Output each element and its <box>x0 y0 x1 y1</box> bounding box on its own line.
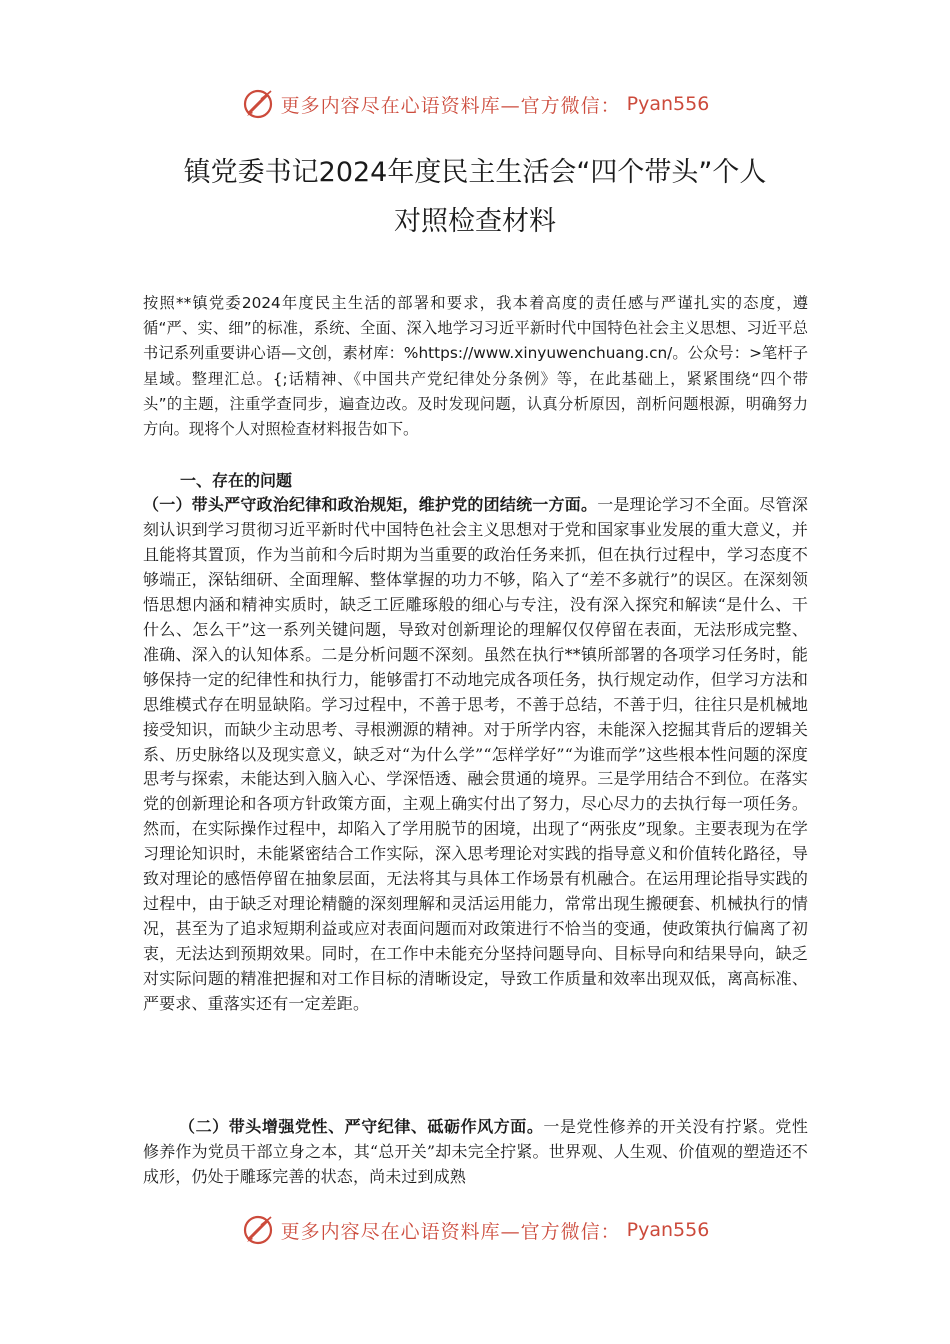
footer-banner <box>0 1210 950 1250</box>
header-banner <box>0 84 950 124</box>
body-paragraph-2 <box>143 1115 808 1189</box>
paragraph-1-lead: （一）带头严守政治纪律和政治规矩，维护党的团结统一方面。 <box>143 495 598 514</box>
banner-wechat-id: Pyan556 <box>626 1219 710 1241</box>
intro-paragraph: 按照**镇党委2024年度民主生活的部署和要求，我本着高度的责任感与严谨扎实的态度，遵循“严、实、细”的标准，系统、全面、深入地学习习近平新时代中国特色社会主义思想、习近平总书记系列重要讲心语—文创，素材库：%https://www.xinyuwenchuang.cn/。公众号：>笔杆子星域。整理汇总。{;话精神、《中国共产党纪律处分条例》等，在此基础上，紧紧围绕“四个带头”的主题，注重学查同步，遍查边改。及时发现问题，认真分析原因，剖析问题根源，明确努力方向。现将个人对照检查材料报告如下。 <box>143 294 808 439</box>
document-title <box>120 148 830 246</box>
title-line-1: 镇党委书记2024年度民主生活会“四个带头”个人 <box>183 157 767 188</box>
body-paragraph-1 <box>143 493 808 1017</box>
pen-logo-icon <box>241 87 275 121</box>
paragraph-1-body: 一是理论学习不全面。尽管深刻认识到学习贯彻习近平新时代中国特色社会主义思想对于党和国家事业发展的重大意义，并且能将其置顶，作为当前和今后时期为当重要的政治任务来抓，但在执行过程中，学习态度不够端正，深钻细研、全面理解、整体掌握的功力不够，陷入了“差不多就行”的误区。在深刻领悟思想内涵和精神实质时，缺乏工匠雕琢般的细心与专注，没有深入探究和解读“是什么、干什么、怎么干”这一系列关键问题，导致对创新理论的理解仅仅停留在表面，无法形成完整、准确、深入的认知体系。二是分析问题不深刻。虽然在执行**镇所部署的各项学习任务时，能够保持一定的纪律性和执行力，能够雷打不动地完成各项任务，执行规定动作，但学习方法和思维模式存在明显缺陷。学习过程中，不善于思考，不善于总结，不善于归，往往只是机械地接受知识，而缺少主动思考、寻根溯源的精神。对于所学内容，未能深入挖掘其背后的逻辑关系、历史脉络以及现实意义，缺乏对“为什么学”“怎样学好”“为谁而学”这些根本性问题的深度思考与探索，未能达到入脑入心、学深悟透、融会贯通的境界。三是学用结合不到位。在落实党的创新理论和各项方针政策方面，主观上确实付出了努力，尽心尽力的去执行每一项任务。然而，在实际操作过程中，却陷入了学用脱节的困境，出现了“两张皮”现象。主要表现为在学习理论知识时，未能紧密结合工作实际，深入思考理论对实践的指导意义和价值转化路径，导致对理论的感悟停留在抽象层面，无法将其与具体工作场景有机融合。在运用理论指导实践的过程中，由于缺乏对理论精髓的深刻理解和灵活运用能力，常常出现生搬硬套、机械执行的情况，甚至为了追求短期利益或应对表面问题而对政策进行不恰当的变通，使政策执行偏离了初衷，无法达到预期效果。同时，在工作中未能充分坚持问题导向、目标导向和结果导向，缺乏对实际问题的精准把握和对工作目标的清晰设定，导致工作质量和效率出现双低，离高标准、严要求、重落实还有一定差距。 <box>143 495 809 1014</box>
pen-logo-icon <box>241 1213 275 1247</box>
section-heading: 一、存在的问题 <box>180 471 293 490</box>
paragraph-2-lead: （二）带头增强党性、严守纪律、砥砺作风方面。 <box>179 1117 544 1136</box>
banner-text: 更多内容尽在心语资料库—官方微信： <box>280 1220 621 1243</box>
banner-wechat-id: Pyan556 <box>626 93 710 115</box>
title-line-2: 对照检查材料 <box>394 206 556 237</box>
paragraph-2-body: 一是党性修养的开关没有拧紧。党性修养作为党员干部立身之本，其“总开关”却未完全拧紧。世界观、人生观、价值观的塑造还不成形，仍处于雕琢完善的状态，尚未过到成熟 <box>143 1117 808 1186</box>
banner-text: 更多内容尽在心语资料库—官方微信： <box>280 94 621 117</box>
